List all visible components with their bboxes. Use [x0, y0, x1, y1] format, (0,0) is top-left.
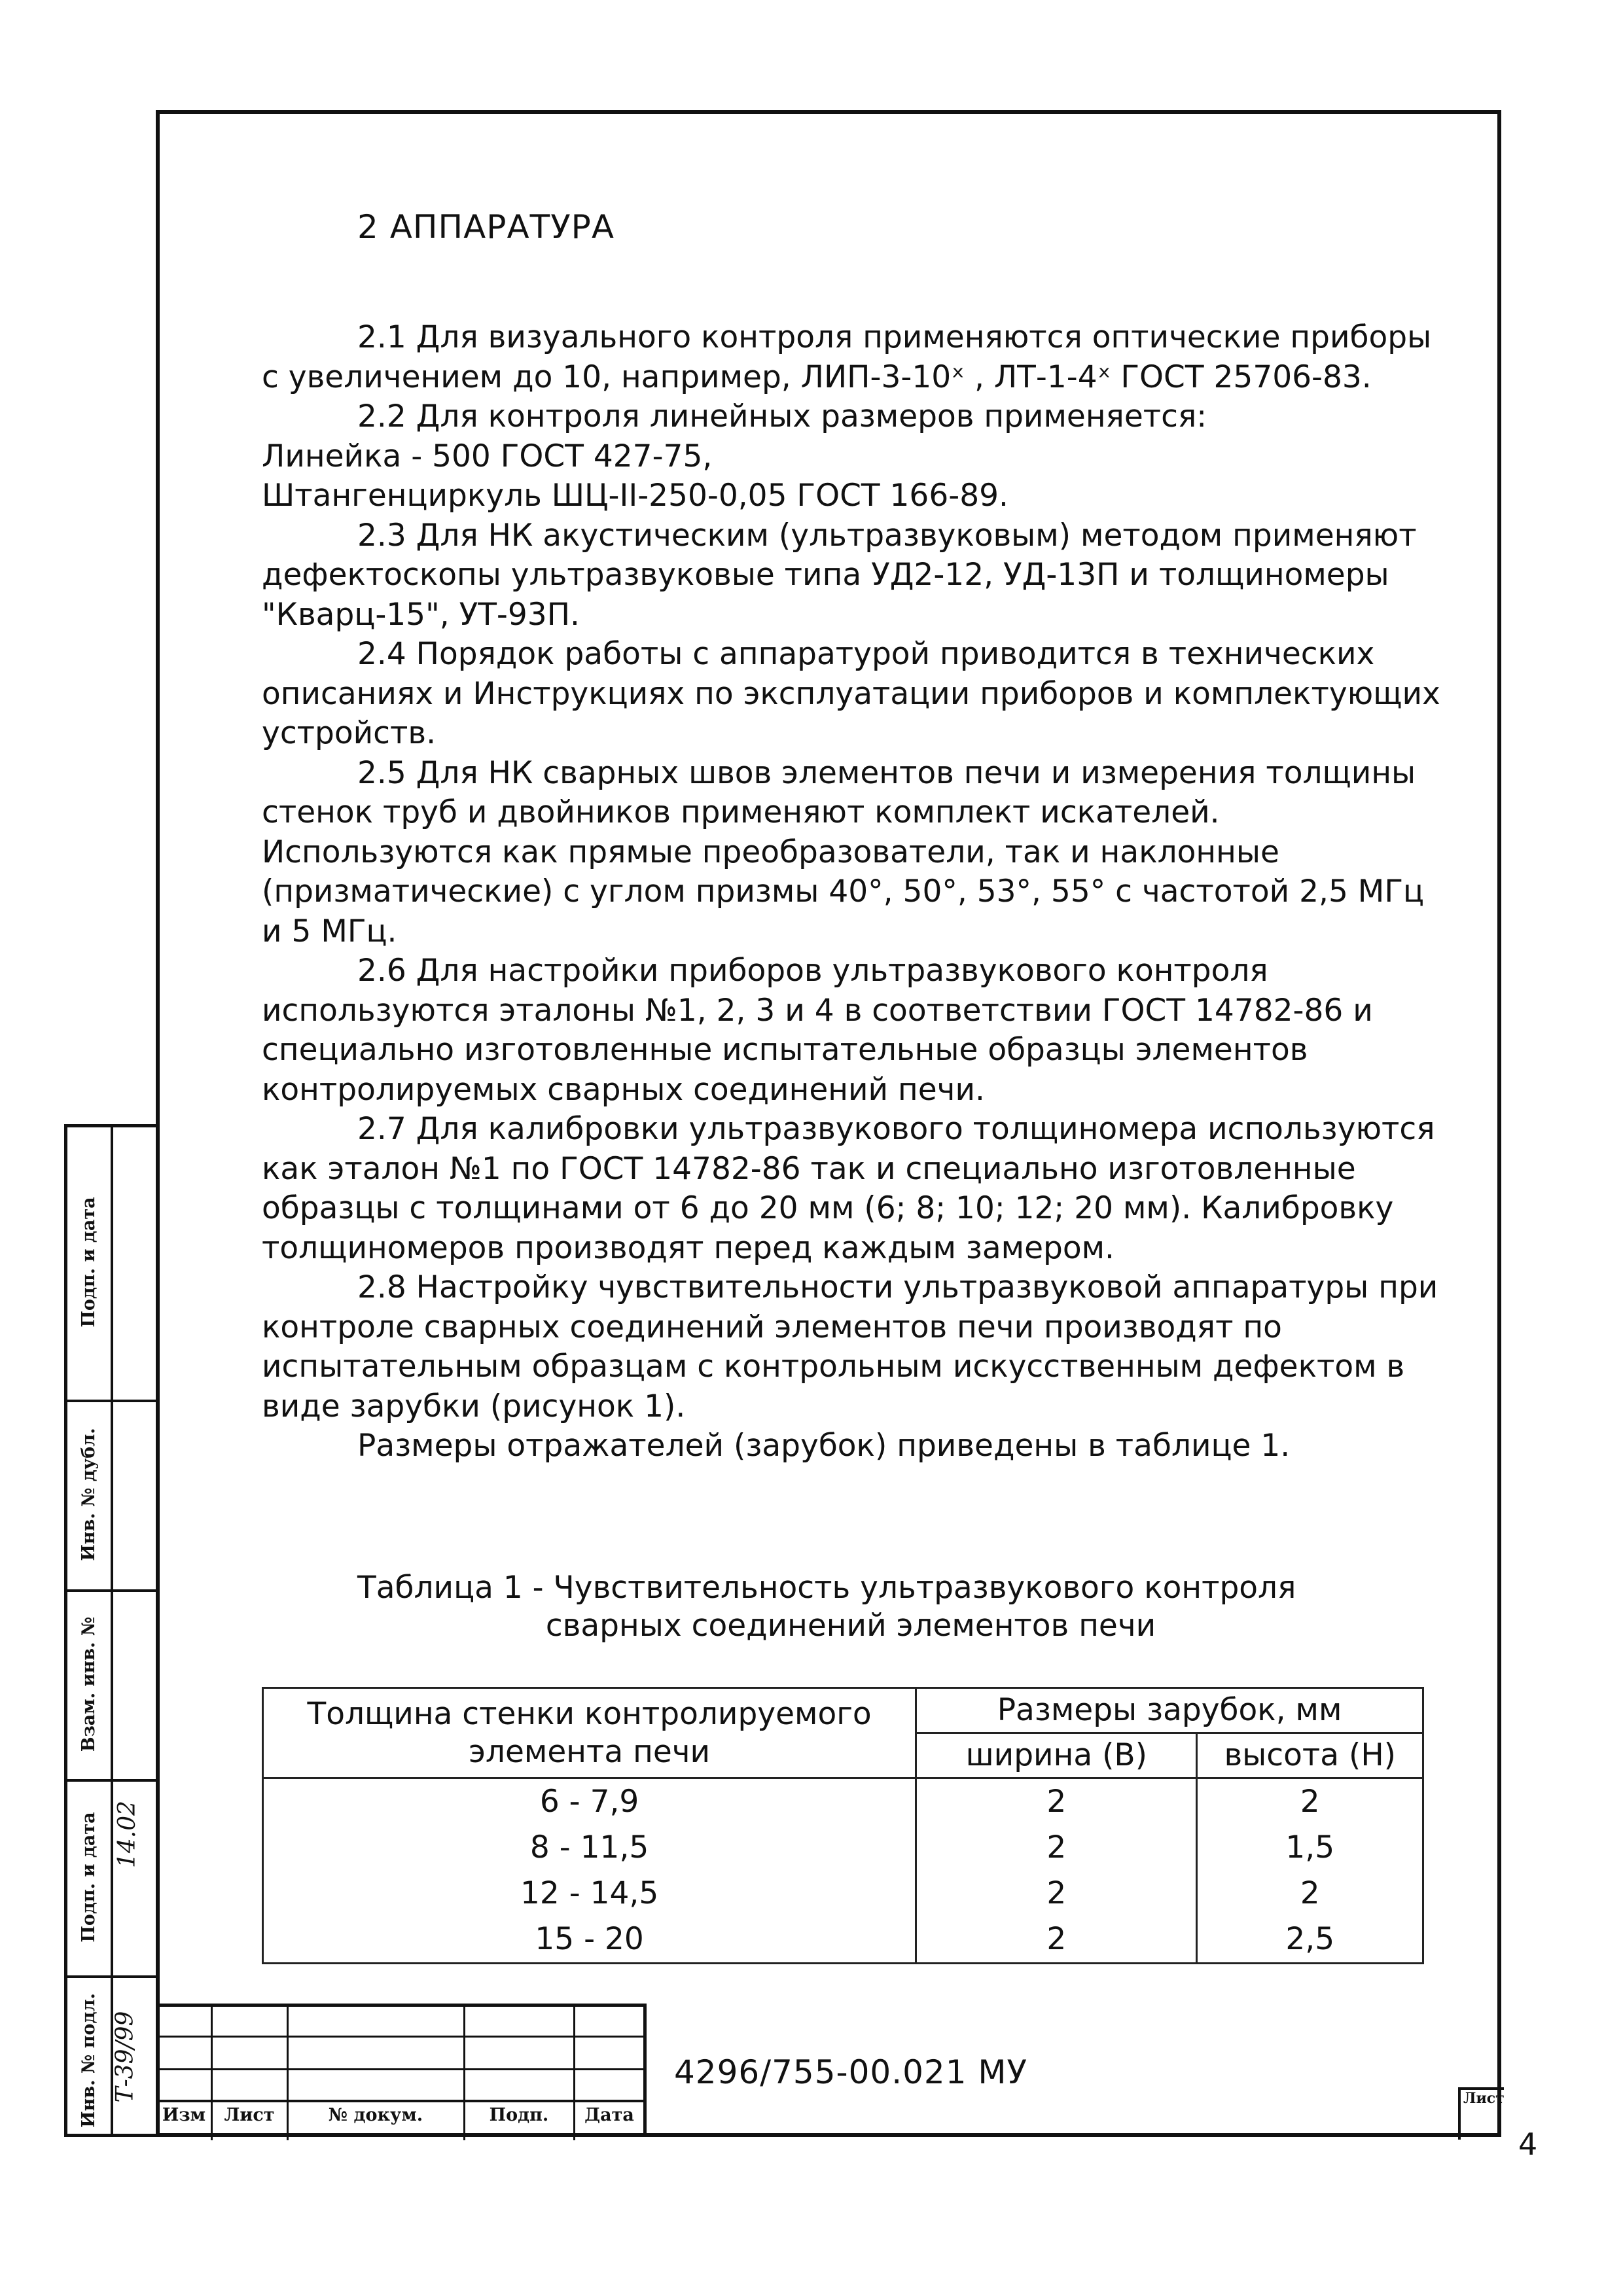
paragraph-table-ref: Размеры отражателей (зарубок) приведены в таблице 1.: [357, 1428, 1291, 1464]
side-label-dup-inv: Инв. № дубл.: [78, 1428, 99, 1561]
side-stamp-cell: [67, 1402, 159, 1592]
side-label-sign-date: Подп. и дата: [78, 1197, 99, 1328]
cell-width: 2: [916, 1778, 1197, 1826]
paragraph-2-8: 2.8 Настройку чувствительности ультразвуковой аппаратуры при контроле сварных соединений элементов печи производят по испытательным образцам с контрольным искусственным дефектом в виде зарубки (рисунок 1).: [262, 1269, 1438, 1424]
paragraph-caliper: Штангенциркуль ШЦ-II-250-0,05 ГОСТ 166-89.: [262, 478, 1008, 514]
table-caption-line-2: сварных соединений элементов печи: [545, 1608, 1156, 1644]
side-stamp: [64, 1124, 156, 2137]
cell-width: 2: [916, 1916, 1197, 1964]
label-sheet: Лист: [224, 2105, 275, 2125]
cell-height: 2: [1197, 1778, 1423, 1826]
side-label-sign-date-2: Подп. и дата: [78, 1812, 99, 1943]
header-thickness: Толщина стенки контролируемого элемента печи: [263, 1688, 916, 1778]
side-stamp-cell: [67, 1978, 159, 2140]
paragraph-2-6: 2.6 Для настройки приборов ультразвукового контроля используются эталоны №1, 2, 3 и 4 в соответствии ГОСТ 14782-86 и специально изготовленные испытательные образцы элементов контролируемых сварных соединений печи.: [262, 953, 1373, 1108]
cell-width: 2: [916, 1825, 1197, 1871]
header-notch-sizes: Размеры зарубок, мм: [916, 1688, 1423, 1733]
section-title: 2 АППАРАТУРА: [357, 208, 615, 246]
paragraph-2-1: 2.1 Для визуального контроля применяются оптические приборы с увеличением до 10, например, ЛИП-3-10ˣ , ЛТ-1-4ˣ ГОСТ 25706-83.: [262, 319, 1432, 395]
sensitivity-table: [262, 1687, 1424, 1964]
cell-width: 2: [916, 1871, 1197, 1916]
table-caption-line-1: Таблица 1 - Чувствительность ультразвукового контроля: [357, 1570, 1296, 1606]
paragraph-2-3: 2.3 Для НК акустическим (ультразвуковым) методом применяют дефектоскопы ультразвуковые типа УД2-12, УД-13П и толщиномеры "Кварц-15", УТ-93П.: [262, 517, 1417, 633]
table-caption: [262, 1569, 1322, 1645]
cell-thickness: 8 - 11,5: [263, 1825, 916, 1871]
cell-thickness: 15 - 20: [263, 1916, 916, 1964]
cell-height: 2,5: [1197, 1916, 1423, 1964]
sheet-label: Лист: [1463, 2090, 1505, 2107]
table-row: [263, 1871, 1423, 1916]
label-date: Дата: [584, 2105, 634, 2125]
paragraph-2-4: 2.4 Порядок работы с аппаратурой приводится в технических описаниях и Инструкциях по эксплуатации приборов и комплектующих устройств.: [262, 636, 1440, 751]
table-row: [263, 1778, 1423, 1826]
paragraph-ruler: Линейка - 500 ГОСТ 427-75,: [262, 438, 713, 474]
label-change: Изм: [162, 2105, 206, 2125]
handwritten-inv-number: Т-39/99: [111, 2011, 139, 2103]
document-code: 4296/755-00.021 МУ: [674, 2053, 1028, 2091]
table-row: [263, 1825, 1423, 1871]
document-body: [262, 318, 1453, 1466]
paragraph-2-2: 2.2 Для контроля линейных размеров применяется:: [357, 398, 1207, 434]
revision-grid: [156, 2004, 647, 2137]
label-signature: Подп.: [489, 2105, 549, 2125]
side-stamp-cell: [67, 1782, 159, 1978]
side-label-orig-inv: Инв. № подл.: [78, 1993, 99, 2128]
cell-thickness: 12 - 14,5: [263, 1871, 916, 1916]
cell-height: 2: [1197, 1871, 1423, 1916]
table-row: [263, 1916, 1423, 1964]
paragraph-2-7: 2.7 Для калибровки ультразвукового толщиномера используются как эталон №1 по ГОСТ 14782-86 так и специально изготовленные образцы с толщинами от 6 до 20 мм (6; 8; 10; 12; 20 мм). Калибровку толщиномеров производят перед каждым замером.: [262, 1111, 1435, 1266]
cell-height: 1,5: [1197, 1825, 1423, 1871]
header-height: высота (Н): [1197, 1733, 1423, 1778]
side-stamp-cell: [67, 1592, 159, 1782]
handwritten-date: 14.02: [114, 1800, 141, 1869]
side-stamp-cell: [67, 1127, 159, 1402]
side-label-replace-inv: Взам. инв. №: [78, 1616, 99, 1752]
sheet-number: 4: [1518, 2127, 1538, 2162]
header-width: ширина (В): [916, 1733, 1197, 1778]
label-doc-number: № докум.: [328, 2105, 423, 2125]
paragraph-2-5: 2.5 Для НК сварных швов элементов печи и измерения толщины стенок труб и двойников применяют комплект искателей. Используются как прямые преобразователи, так и наклонные (призматические) с углом призмы 40°, 50°, 53°, 55° с частотой 2,5 МГц и 5 МГц.: [262, 754, 1424, 949]
cell-thickness: 6 - 7,9: [263, 1778, 916, 1826]
